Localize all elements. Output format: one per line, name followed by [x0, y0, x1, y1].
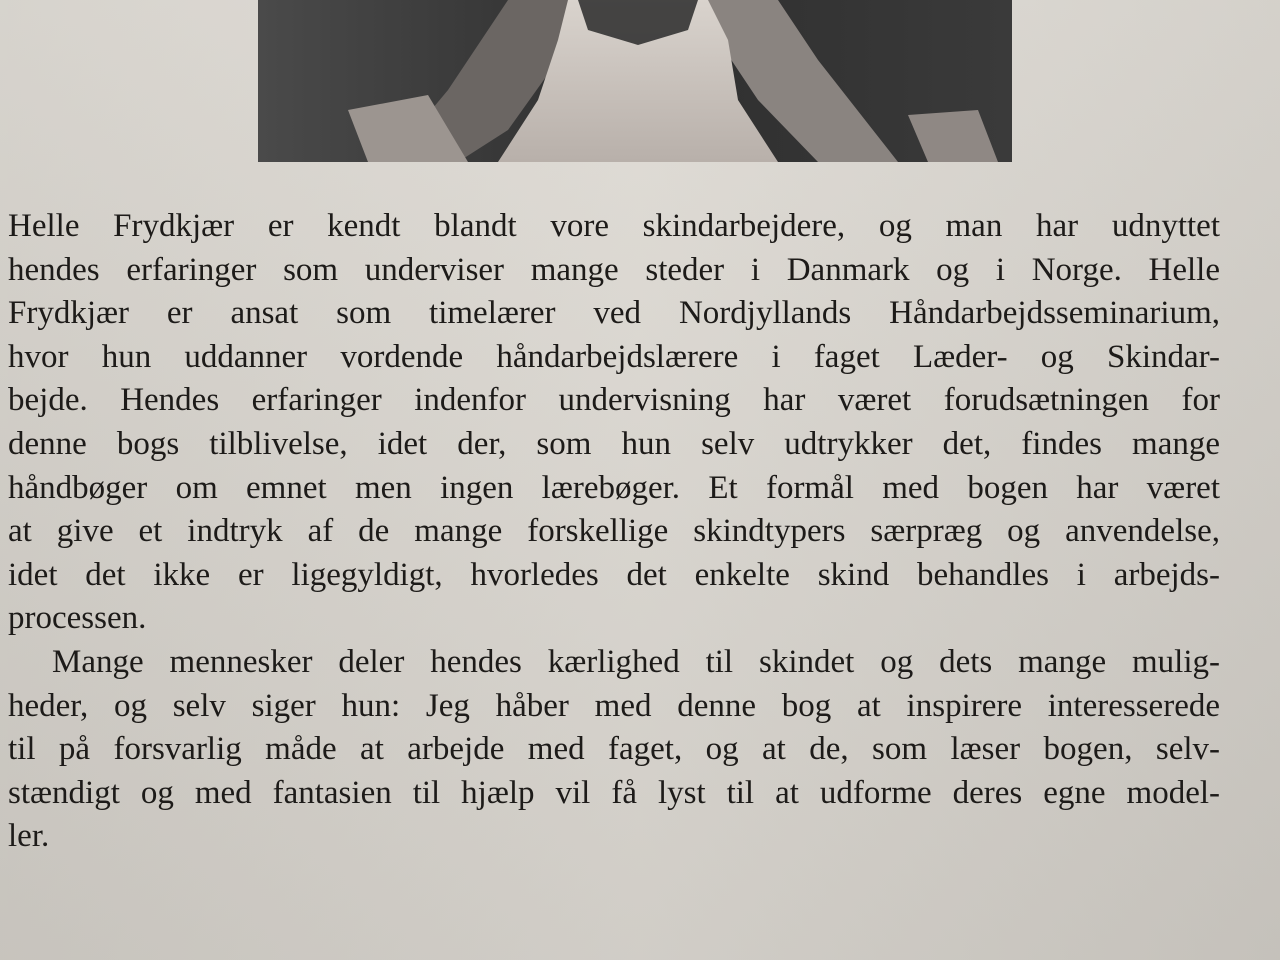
text-line: Mange mennesker deler hendes kærlighed til skindet og dets mange mulig-: [52, 643, 1220, 680]
text-line: hvor hun uddanner vordende håndarbejdslærere i faget Læder- og Skindar-: [8, 338, 1220, 375]
text-line: processen.: [8, 600, 147, 637]
text-line: heder, og selv siger hun: Jeg håber med denne bog at inspirere interesserede: [8, 687, 1220, 724]
text-line: idet det ikke er ligegyldigt, hvorledes det enkelte skind behandles i arbejds-: [8, 556, 1220, 593]
text-line: til på forsvarlig måde at arbejde med faget, og at de, som læser bogen, selv-: [8, 731, 1220, 768]
body-text: [8, 205, 1220, 859]
text-line: Frydkjær er ansat som timelærer ved Nordjyllands Håndarbejdsseminarium,: [8, 295, 1220, 332]
text-line: bejde. Hendes erfaringer indenfor undervisning har været forudsætningen for: [8, 382, 1220, 419]
text-line: at give et indtryk af de mange forskellige skindtypers særpræg og anvendelse,: [8, 513, 1220, 550]
text-line: stændigt og med fantasien til hjælp vil få lyst til at udforme deres egne model-: [8, 774, 1220, 811]
paragraph-2: [8, 641, 1220, 859]
text-line: denne bogs tilblivelse, idet der, som hun selv udtrykker det, findes mange: [8, 425, 1220, 462]
text-line: håndbøger om emnet men ingen lærebøger. Et formål med bogen har været: [8, 469, 1220, 506]
text-line: Helle Frydkjær er kendt blandt vore skindarbejdere, og man har udnyttet: [8, 208, 1220, 244]
paragraph-1: [8, 205, 1220, 641]
portrait-photo: [258, 0, 1012, 162]
text-line: ler.: [8, 818, 50, 855]
text-line: hendes erfaringer som underviser mange steder i Danmark og i Norge. Helle: [8, 251, 1220, 288]
